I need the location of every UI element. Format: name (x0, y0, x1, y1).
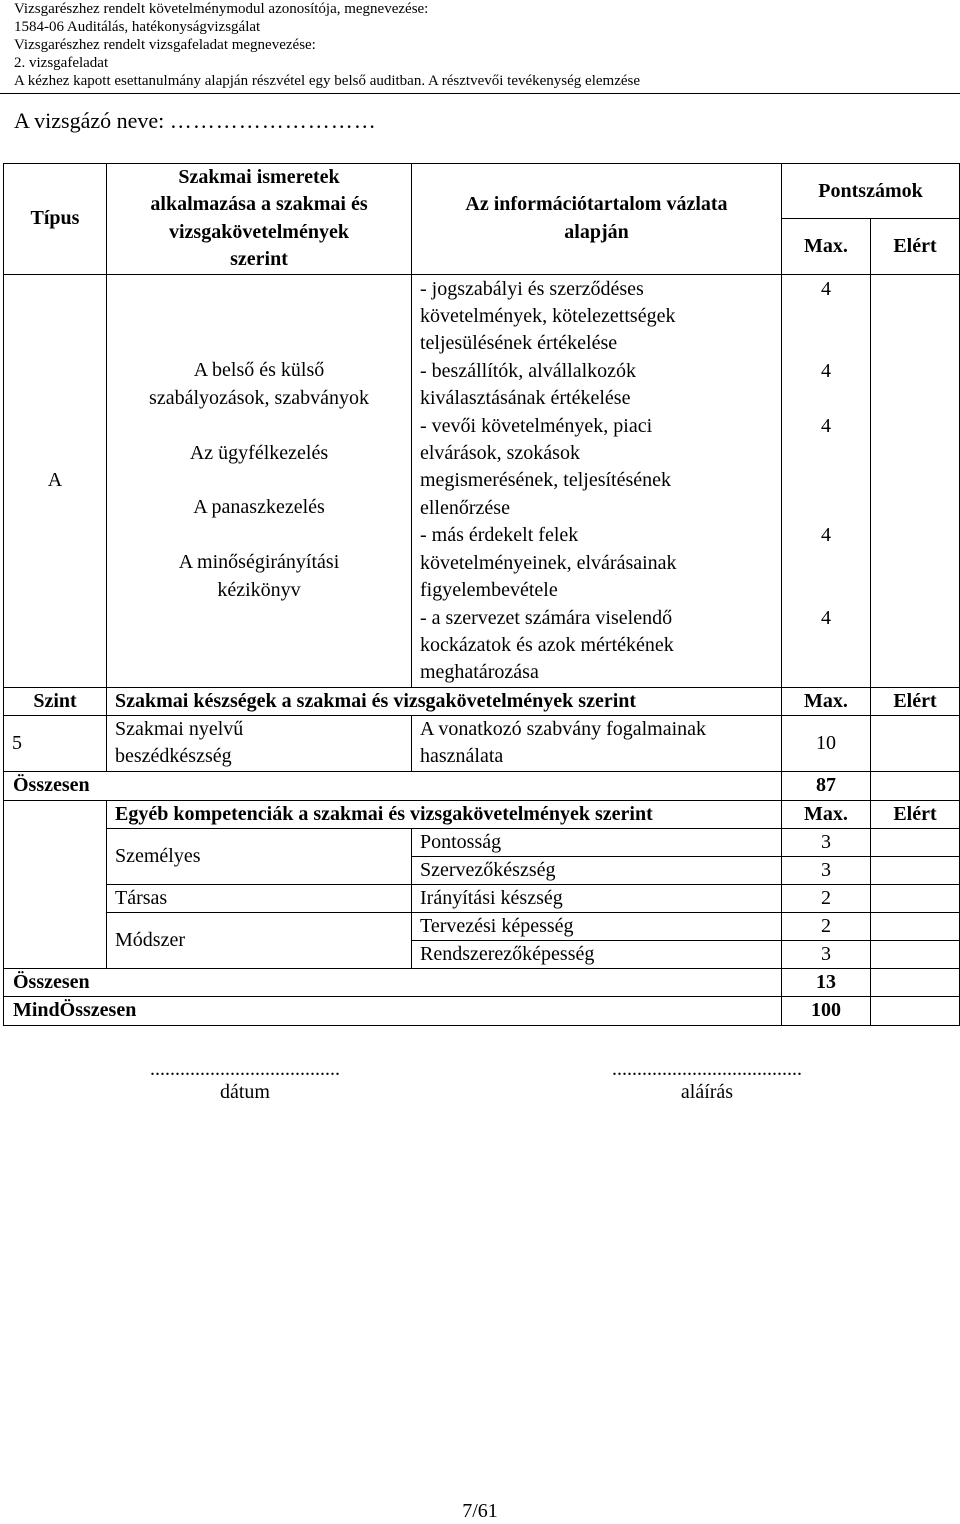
col-header-max: Max. (782, 219, 871, 274)
row-type-a: A (4, 274, 107, 687)
competency-item-elert[interactable] (871, 884, 960, 912)
competency-item-label: Rendszerezőképesség (412, 940, 782, 968)
grand-total-value: 100 (782, 996, 871, 1025)
skill-elert[interactable] (871, 715, 960, 771)
other-max-header: Max. (782, 800, 871, 828)
competency-group-name: Személyes (107, 828, 412, 884)
skills-heading: Szakmai készségek a szakmai és vizsgakövetelmények szerint (107, 687, 782, 715)
total-label: Összesen (4, 968, 782, 996)
competency-item-elert[interactable] (871, 912, 960, 940)
col-header-szakmai: Szakmai ismeretek alkalmazása a szakmai és vizsgakövetelmények szerint (107, 164, 412, 275)
competency-item-points: 2 (782, 884, 871, 912)
empty-cell (4, 856, 107, 884)
total-elert[interactable] (871, 771, 960, 800)
skill-name: Szakmai nyelvű beszédkészség (107, 715, 412, 771)
row-a-topics: A belső és külső szabályozások, szabványok Az ügyfélkezelés A panaszkezelés A minőségirányítási kézikönyv (107, 274, 412, 687)
competency-item-elert[interactable] (871, 828, 960, 856)
empty-cell (4, 828, 107, 856)
document-header (14, 0, 640, 90)
col-header-szint: Szint (4, 687, 107, 715)
candidate-name-line (14, 108, 377, 134)
col-header-info: Az információtartalom vázlata alapján (412, 164, 782, 275)
skill-max-points: 10 (782, 715, 871, 771)
total-max-value: 87 (782, 771, 871, 800)
competency-item-elert[interactable] (871, 856, 960, 884)
date-label: dátum (220, 1081, 270, 1103)
total-label: Összesen (4, 771, 782, 800)
row-a-content: - jogszabályi és szerződéses követelmények, kötelezettségek teljesülésének értékelése - beszállítók, alvállalkozók kiválasztásának értékelése - vevői követelmények, piaci elvárások, szokások megismerésének, teljesítésének ellenőrzése - más érdekelt felek követelményeinek, elvárásainak figyelembevétele - a szervezet számára viselendő kockázatok és azok mértékének meghatározása (412, 274, 782, 687)
header-line: 2. vizsgafeladat (14, 55, 109, 71)
skills-elert-header: Elért (871, 687, 960, 715)
page-number: 7/61 (462, 1500, 498, 1522)
total-elert[interactable] (871, 968, 960, 996)
candidate-label: A vizsgázó neve: (14, 108, 165, 133)
other-elert-header: Elért (871, 800, 960, 828)
competency-item-label: Szervezőkészség (412, 856, 782, 884)
competency-item-label: Irányítási készség (412, 884, 782, 912)
skill-description: A vonatkozó szabvány fogalmainak használata (412, 715, 782, 771)
competency-group-name: Módszer (107, 912, 412, 968)
header-line: Vizsgarészhez rendelt vizsgafeladat megnevezése: (14, 37, 316, 53)
row-a-elert[interactable] (871, 274, 960, 687)
signature-label: aláírás (680, 1081, 734, 1103)
empty-cell (4, 800, 107, 828)
empty-cell (4, 912, 107, 940)
signature-line[interactable]: ...................................... (612, 1058, 802, 1080)
date-line[interactable]: ...................................... (150, 1058, 340, 1080)
empty-cell (4, 940, 107, 968)
col-header-pontszamok: Pontszámok (782, 164, 960, 219)
competency-item-label: Pontosság (412, 828, 782, 856)
header-line: Vizsgarészhez rendelt követelménymodul azonosítója, megnevezése: (14, 1, 429, 17)
candidate-name-blank[interactable]: ……………………… (169, 108, 377, 133)
header-line: 1584-06 Auditálás, hatékonyságvizsgálat (14, 19, 261, 35)
row-a-max-points: 4 4 4 4 4 (782, 274, 871, 687)
competency-item-points: 3 (782, 940, 871, 968)
date-signature-block (100, 1058, 390, 1104)
skills-max-header: Max. (782, 687, 871, 715)
competency-item-label: Tervezési képesség (412, 912, 782, 940)
col-header-tipus: Típus (4, 164, 107, 275)
competency-item-points: 2 (782, 912, 871, 940)
signature-block (562, 1058, 852, 1104)
scoring-table (3, 163, 960, 1026)
competency-item-points: 3 (782, 856, 871, 884)
competency-item-elert[interactable] (871, 940, 960, 968)
competency-group-name: Társas (107, 884, 412, 912)
total-max-value: 13 (782, 968, 871, 996)
competency-item-points: 3 (782, 828, 871, 856)
skill-level: 5 (4, 715, 107, 771)
empty-cell (4, 884, 107, 912)
grand-total-elert[interactable] (871, 996, 960, 1025)
col-header-elert: Elért (871, 219, 960, 274)
header-divider (0, 93, 960, 94)
grand-total-label: MindÖsszesen (4, 996, 782, 1025)
header-line: A kézhez kapott esettanulmány alapján részvétel egy belső auditban. A résztvevői tevékenység elemzése (14, 73, 641, 89)
other-competencies-heading: Egyéb kompetenciák a szakmai és vizsgakövetelmények szerint (107, 800, 782, 828)
